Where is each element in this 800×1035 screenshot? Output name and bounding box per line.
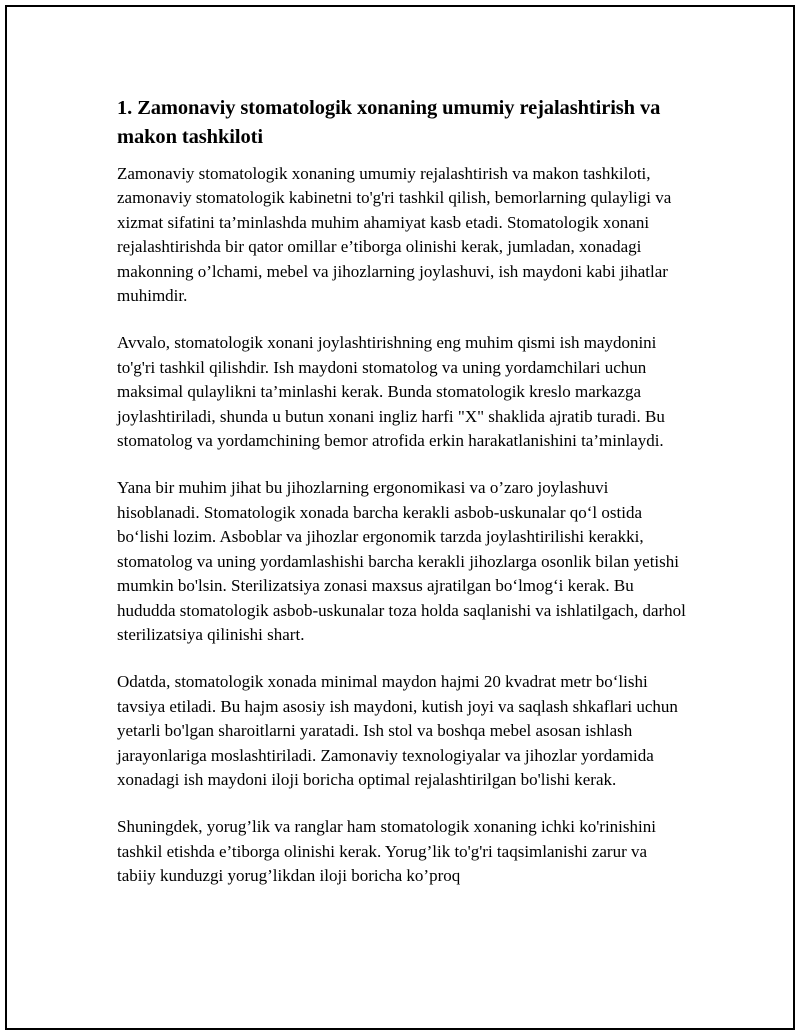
paragraph-2: Avvalo, stomatologik xonani joylashtirishning eng muhim qismi ish maydonini to'g'ri tashkil qilishdir. Ish maydoni stomatolog va uning yordamchilari uchun maksimal qulaylikni ta’minlashi kerak. Bunda stomatologik kreslo markazga joylashtiriladi, shunda u butun xonani ingliz harfi "X" shaklida ajratib turadi. Bu stomatolog va yordamchining bemor atrofida erkin harakatlanishini ta’minlaydi. [117,333,665,451]
document-body [117,94,689,912]
paragraph-4: Odatda, stomatologik xonada minimal maydon hajmi 20 kvadrat metr bo‘lishi tavsiya etiladi. Bu hajm asosiy ish maydoni, kutish joyi va saqlash shkaflari uchun yetarli bo'lgan sharoitlarni yaratadi. Ish stol va boshqa mebel asosan ishlash jarayonlariga moslashtiriladi. Zamonaviy texnologiyalar va jihozlar yordamida xonadagi ish maydoni iloji boricha optimal rejalashtirilgan bo'lishi kerak. [117,672,678,789]
paragraph-3: Yana bir muhim jihat bu jihozlarning ergonomikasi va o’zaro joylashuvi hisoblanadi. Stomatologik xonada barcha kerakli asbob-uskunalar qo‘l ostida bo‘lishi lozim. Asboblar va jihozlar ergonomik tarzda joylashtirilishi kerakki, stomatolog va uning yordamlashishi barcha kerakli jihozlarga osonlik bilan yetishi mumkin bo'lsin. Sterilizatsiya zonasi maxsus ajratilgan bo‘lmog‘i kerak. Bu hududda stomatologik asbob-uskunalar toza holda saqlanishi va ishlatilgach, darhol sterilizatsiya qilinishi shart. [117,478,686,644]
section-heading: 1. Zamonaviy stomatologik xonaning umumiy rejalashtirish va makon tashkiloti [117,97,661,148]
paragraph-1: Zamonaviy stomatologik xonaning umumiy rejalashtirish va makon tashkiloti, zamonaviy stomatologik kabinetni to'g'ri tashkil qilish, bemorlarning qulayligi va xizmat sifatini ta’minlashda muhim ahamiyat kasb etadi. Stomatologik xonani rejalashtirishda bir qator omillar e’tiborga olinishi kerak, jumladan, xonadagi makonning o’lchami, mebel va jihozlarning joylashuvi, ish maydoni kabi jihatlar muhimdir. [117,164,672,306]
paragraph-5: Shuningdek, yorug’lik va ranglar ham stomatologik xonaning ichki ko'rinishini tashkil etishda e’tiborga olinishi kerak. Yorug’lik to'g'ri taqsimlanishi zarur va tabiiy kunduzgi yorug’likdan iloji boricha ko’proq [117,817,656,886]
